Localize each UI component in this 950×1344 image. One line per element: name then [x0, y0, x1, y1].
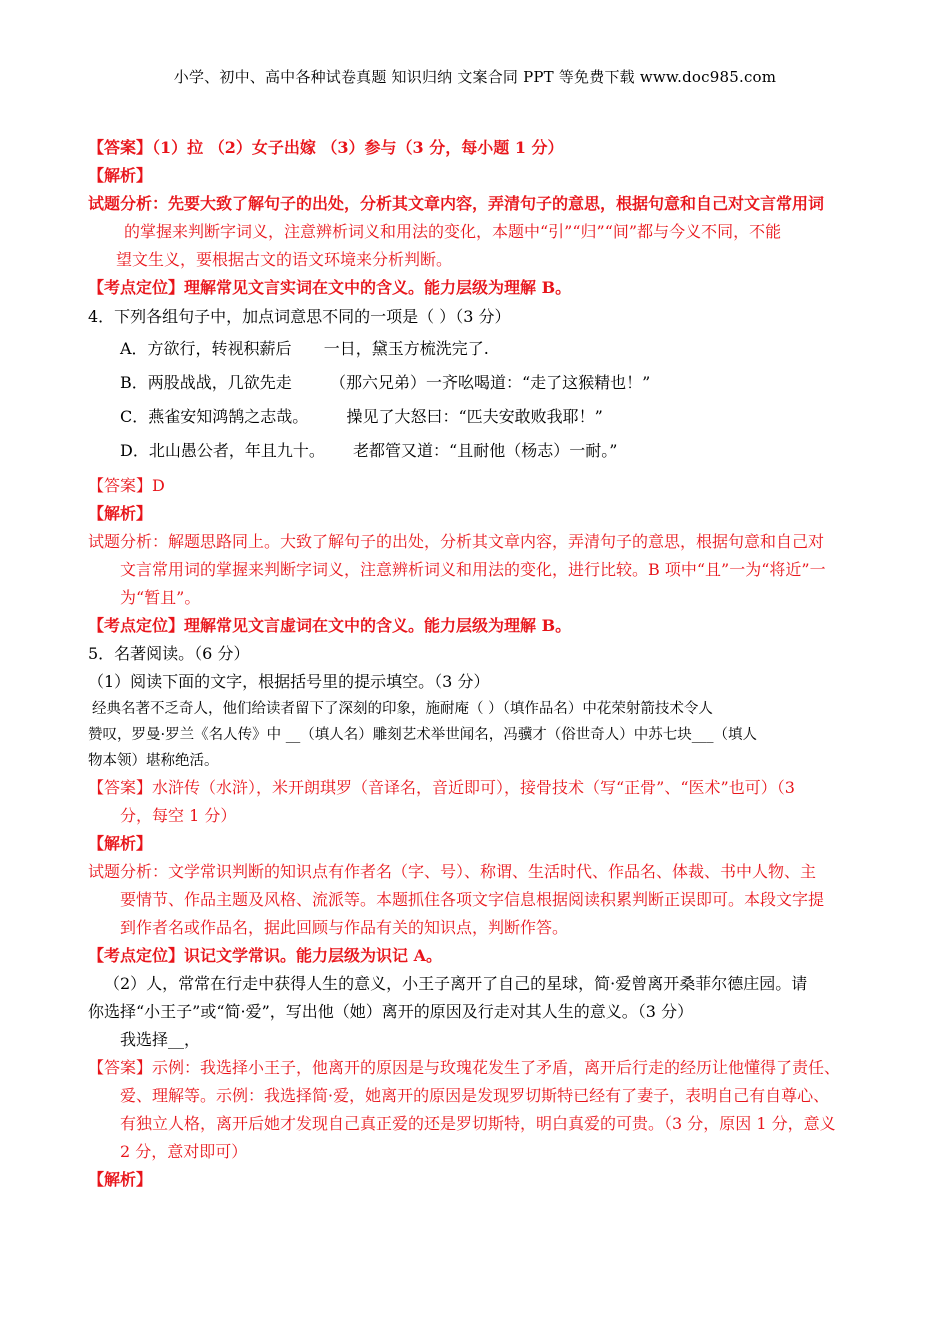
- option-part: D．北山愚公者，年且九十。: [120, 441, 325, 460]
- answer-line: 2 分，意对即可）: [120, 1142, 248, 1161]
- document-body: [88, 134, 878, 1194]
- q5-kaodian1: 【考点定位】识记文学常识。能力层级为识记 A。: [88, 946, 442, 965]
- q3-analysis-line: 的掌握来判断字词义，注意辨析词义和用法的变化，本题中“引”“归”“间”都与今义不同，不能: [124, 222, 782, 241]
- q5-jiexi2-label: 【解析】: [88, 1170, 153, 1189]
- page-header: 小学、初中、高中各种试卷真题 知识归纳 文案合同 PPT 等免费下载 www.doc985.com: [173, 68, 777, 86]
- q4-stem: 4．下列各组句子中，加点词意思不同的一项是（ ）（3 分）: [88, 307, 511, 326]
- q5-stem: 5．名著阅读。（6 分）: [88, 644, 250, 663]
- q5-jiexi1-label: 【解析】: [88, 834, 153, 853]
- answer-line: 爱、理解等。示例：我选择简·爱，她离开的原因是发现罗切斯特已经有了妻子，表明自己有自尊心、: [120, 1086, 830, 1105]
- q3-analysis: [88, 190, 878, 274]
- q4-analysis-line: 文言常用词的掌握来判断字词义，注意辨析词义和用法的变化，进行比较。B 项中“且”一为“将近”一: [120, 560, 826, 579]
- q3-kaodian: 【考点定位】理解常见文言实词在文中的含义。能力层级为理解 B。: [88, 278, 572, 297]
- q4-jiexi-label: 【解析】: [88, 504, 153, 523]
- option-part: 老都管又道：“且耐他（杨志）一耐。”: [353, 441, 618, 460]
- passage-line: 赞叹，罗曼·罗兰《名人传》中 __（填人名）雕刻艺术举世闻名，冯骥才（俗世奇人）中苏七块___（填人: [88, 727, 757, 743]
- q4-kaodian: 【考点定位】理解常见文言虚词在文中的含义。能力层级为理解 B。: [88, 616, 572, 635]
- option-part: A．方欲行，转视积薪后: [120, 339, 292, 358]
- option-part: 一日，黛玉方梳洗完了.: [323, 339, 489, 358]
- q4-analysis-line: 试题分析：解题思路同上。大致了解句子的出处，分析其文章内容，弄清句子的意思，根据句意和自己对: [88, 532, 825, 551]
- q4-option-a: [88, 332, 878, 366]
- q4-options: [88, 332, 878, 468]
- q4-answer: 【答案】D: [88, 476, 165, 495]
- q3-analysis-line: 望文生义，要根据古文的语文环境来分析判断。: [116, 250, 453, 269]
- q4-analysis: [88, 528, 878, 612]
- q4-analysis-line: 为“暂且”。: [120, 588, 201, 607]
- option-part: B．两股战战，几欲先走: [120, 373, 292, 392]
- sub2-line: （2）人，常常在行走中获得人生的意义，小王子离开了自己的星球，简·爱曾离开桑菲尔德庄园。请: [104, 974, 808, 993]
- q5-sub2: [88, 970, 878, 1026]
- sub2-line: 你选择“小王子”或“简·爱”，写出他（她）离开的原因及行走对其人生的意义。（3 分）: [88, 1002, 694, 1021]
- q5-choose: 我选择__，: [120, 1030, 201, 1049]
- q5-analysis1: [88, 858, 878, 942]
- answer-line: 有独立人格，离开后她才发现自己真正爱的还是罗切斯特，明白真爱的可贵。（3 分，原因 1 分，意义: [120, 1114, 836, 1133]
- q4-option-c: [88, 400, 878, 434]
- option-part: （那六兄弟）一齐吆喝道：“走了这猴精也！”: [329, 373, 651, 392]
- answer-line: 分，每空 1 分）: [120, 806, 237, 825]
- analysis-line: 到作者名或作品名，据此回顾与作品有关的知识点，判断作答。: [120, 918, 569, 937]
- answer-line: 【答案】示例：我选择小王子，他离开的原因是与玫瑰花发生了矛盾，离开后行走的经历让他懂得了责任、: [88, 1058, 841, 1077]
- analysis-line: 要情节、作品主题及风格、流派等。本题抓住各项文字信息根据阅读积累判断正误即可。本段文字提: [120, 890, 825, 909]
- q4-option-b: [88, 366, 878, 400]
- passage-line: 物本领）堪称绝活。: [88, 753, 219, 769]
- q5-sub1: （1）阅读下面的文字，根据括号里的提示填空。（3 分）: [88, 672, 490, 691]
- option-part: C．燕雀安知鸿鹄之志哉。: [120, 407, 309, 426]
- q3-answer: 【答案】（1）拉 （2）女子出嫁 （3）参与（3 分，每小题 1 分）: [88, 138, 564, 157]
- q5-passage: [88, 696, 878, 774]
- analysis-line: 试题分析：文学常识判断的知识点有作者名（字、号）、称谓、生活时代、作品名、体裁、书中人物、主: [88, 862, 817, 881]
- answer-line: 【答案】水浒传（水浒），米开朗琪罗（音译名，音近即可），接骨技术（写“正骨”、“医术”也可）（3: [88, 778, 795, 797]
- q3-analysis-line: 试题分析：先要大致了解句子的出处，分析其文章内容，弄清句子的意思，根据句意和自己对文言常用词: [88, 194, 825, 213]
- q5-answer1: [88, 774, 878, 830]
- passage-line: 经典名著不乏奇人，他们给读者留下了深刻的印象，施耐庵（ ）（填作品名）中花荣射箭技术令人: [92, 701, 713, 717]
- option-part: 操见了大怒曰：“匹夫安敢败我耶！”: [346, 407, 603, 426]
- q3-jiexi-label: 【解析】: [88, 166, 153, 185]
- q4-option-d: [88, 434, 878, 468]
- q5-answer2: [88, 1054, 878, 1166]
